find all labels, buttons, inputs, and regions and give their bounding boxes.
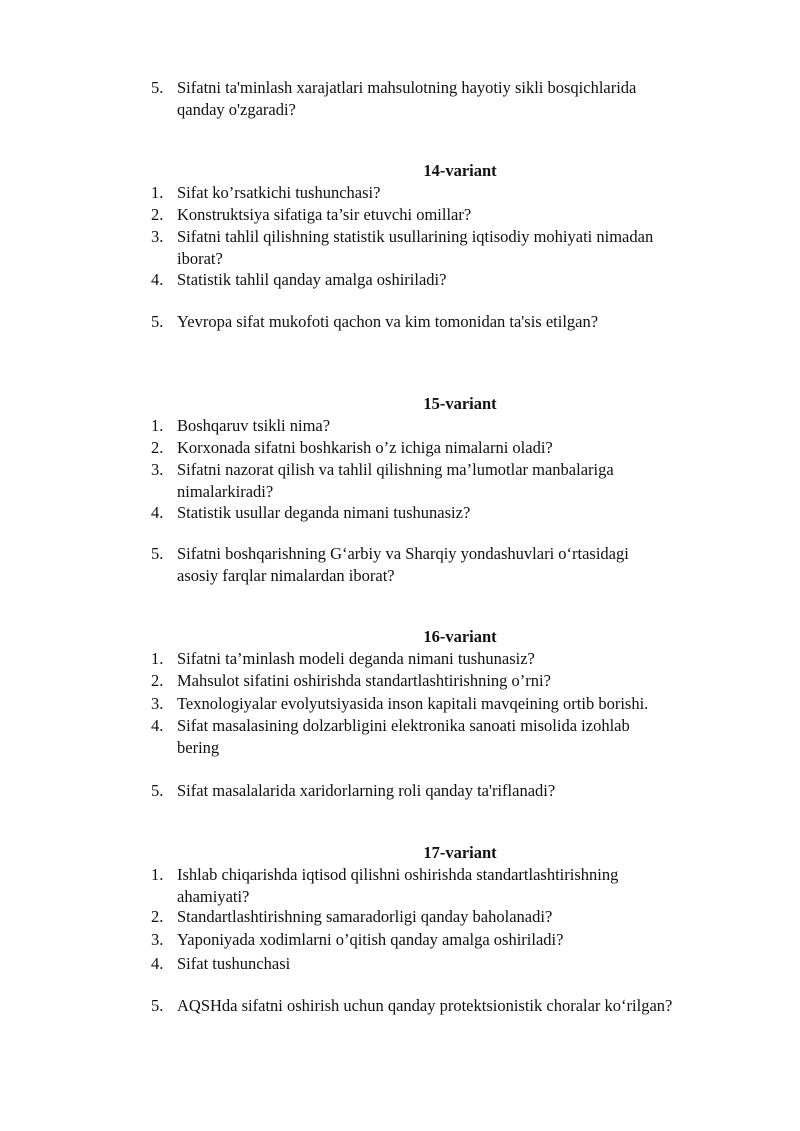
- section-title: 16-variant: [423, 627, 497, 646]
- item-text-line2: bering: [177, 737, 220, 757]
- item-text-line2: qanday o'zgaradi?: [177, 99, 296, 119]
- item-text: [177, 226, 777, 269]
- item-number: 1.: [151, 416, 164, 435]
- item-number: 5.: [151, 781, 164, 800]
- item-number: 4.: [151, 503, 164, 522]
- item-text: [177, 459, 777, 502]
- item-text: Yevropa sifat mukofoti qachon va kim tomonidan ta'sis etilgan?: [177, 312, 599, 331]
- item-number: 4.: [151, 270, 164, 289]
- item-text: [177, 543, 777, 586]
- item-text: Korxonada sifatni boshkarish o’z ichiga nimalarni oladi?: [177, 438, 553, 457]
- item-text-line1: Sifatni ta'minlash xarajatlari mahsulotning hayotiy sikli bosqichlarida: [177, 78, 637, 97]
- item-text: Yaponiyada xodimlarni o’qitish qanday amalga oshiriladi?: [177, 930, 564, 949]
- item-number: 2.: [151, 438, 164, 457]
- item-number: 3.: [151, 930, 164, 949]
- item-number: 4.: [151, 716, 164, 735]
- section-title: 15-variant: [423, 394, 497, 413]
- item-text: Texnologiyalar evolyutsiyasida inson kapitali mavqeining ortib borishi.: [177, 694, 649, 713]
- item-text: Statistik usullar deganda nimani tushunasiz?: [177, 503, 471, 522]
- section-title: 14-variant: [423, 161, 497, 180]
- item-text: AQSHda sifatni oshirish uchun qanday protektsionistik choralar ko‘rilgan?: [177, 996, 673, 1015]
- item-text-line1: Sifat masalasining dolzarbligini elektronika sanoati misolida izohlab: [177, 716, 630, 735]
- item-number: 4.: [151, 954, 164, 973]
- item-text: [177, 77, 777, 120]
- item-number: 5.: [151, 996, 164, 1015]
- item-text-line1: Sifatni nazorat qilish va tahlil qilishning ma’lumotlar manbalariga: [177, 460, 614, 479]
- item-text: Konstruktsiya sifatiga ta’sir etuvchi omillar?: [177, 205, 472, 224]
- item-text: Boshqaruv tsikli nima?: [177, 416, 331, 435]
- item-number: 5.: [151, 78, 164, 97]
- item-number: 1.: [151, 865, 164, 884]
- item-text: Sifat ko’rsatkichi tushunchasi?: [177, 183, 381, 202]
- item-number: 3.: [151, 694, 164, 713]
- item-text: Standartlashtirishning samaradorligi qanday baholanadi?: [177, 907, 553, 926]
- item-text: Sifatni ta’minlash modeli deganda nimani tushunasiz?: [177, 649, 535, 668]
- item-text-line2: nimalarkiradi?: [177, 481, 274, 501]
- item-text-line2: ahamiyati?: [177, 886, 250, 906]
- item-number: 5.: [151, 544, 164, 563]
- item-text: Sifat masalalarida xaridorlarning roli qanday ta'riflanadi?: [177, 781, 556, 800]
- item-text-line2: asosiy farqlar nimalardan iborat?: [177, 565, 395, 585]
- item-number: 2.: [151, 205, 164, 224]
- item-text: [177, 715, 777, 758]
- item-text-line1: Sifatni boshqarishning G‘arbiy va Sharqiy yondashuvlari o‘rtasidagi: [177, 544, 629, 563]
- item-text: Mahsulot sifatini oshirishda standartlashtirishning o’rni?: [177, 671, 551, 690]
- item-text: [177, 864, 777, 907]
- item-number: 1.: [151, 649, 164, 668]
- item-text-line2: iborat?: [177, 248, 223, 268]
- item-text-line1: Sifatni tahlil qilishning statistik usullarining iqtisodiy mohiyati nimadan: [177, 227, 654, 246]
- section-title: 17-variant: [423, 843, 497, 862]
- item-text-line1: Ishlab chiqarishda iqtisod qilishni oshirishda standartlashtirishning: [177, 865, 619, 884]
- item-text: Sifat tushunchasi: [177, 954, 291, 973]
- item-number: 3.: [151, 227, 164, 246]
- item-number: 3.: [151, 460, 164, 479]
- item-number: 2.: [151, 671, 164, 690]
- item-number: 2.: [151, 907, 164, 926]
- item-number: 5.: [151, 312, 164, 331]
- item-text: Statistik tahlil qanday amalga oshiriladi?: [177, 270, 447, 289]
- item-number: 1.: [151, 183, 164, 202]
